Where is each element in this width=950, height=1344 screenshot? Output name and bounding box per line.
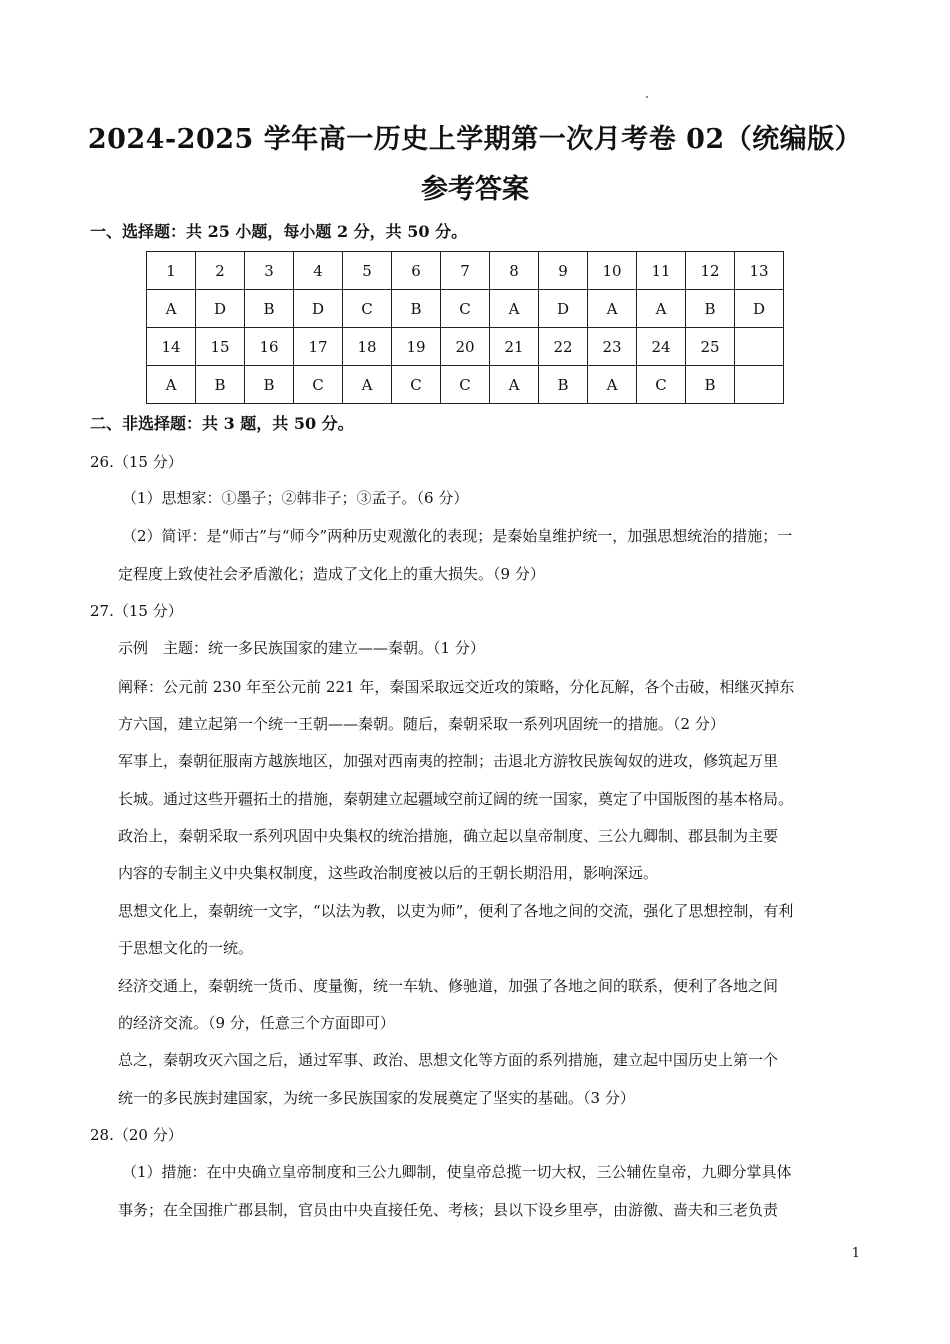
q27-answer-line: 内容的专制主义中央集权制度，这些政治制度被以后的王朝长期沿用，影响深远。: [118, 864, 659, 882]
answer-cell: D: [539, 290, 588, 328]
question-number-cell: 22: [539, 328, 588, 366]
question-number-cell: 21: [490, 328, 539, 366]
q27-answer-line: 示例 主题：统一多民族国家的建立——秦朝。（1 分）: [118, 639, 485, 657]
question-number-row: [147, 252, 784, 290]
q28-answer-line: （1）措施：在中央确立皇帝制度和三公九卿制，使皇帝总揽一切大权，三公辅佐皇帝，九卿分掌具体: [122, 1163, 792, 1181]
answer-cell: D: [735, 290, 784, 328]
q27-answer-line: 总之，秦朝攻灭六国之后，通过军事、政治、思想文化等方面的系列措施，建立起中国历史上第一个: [118, 1051, 779, 1069]
answer-letter-row: [147, 290, 784, 328]
question-27-heading: 27.（15 分）: [90, 602, 183, 620]
answer-cell: B: [196, 366, 245, 404]
page-number: 1: [851, 1246, 860, 1261]
question-number-cell: 24: [637, 328, 686, 366]
answer-cell: C: [294, 366, 343, 404]
document-title: 2024-2025 学年高一历史上学期第一次月考卷 02（统编版）: [87, 124, 863, 155]
question-28-heading: 28.（20 分）: [90, 1126, 183, 1144]
answer-cell: C: [637, 366, 686, 404]
answer-cell: B: [686, 290, 735, 328]
question-number-cell: 7: [441, 252, 490, 290]
answer-cell: A: [490, 366, 539, 404]
section-heading-choice: 一、选择题：共 25 小题，每小题 2 分，共 50 分。: [90, 222, 468, 241]
question-number-cell: [735, 328, 784, 366]
answer-cell: A: [637, 290, 686, 328]
question-number-cell: 5: [343, 252, 392, 290]
answer-cell: D: [196, 290, 245, 328]
answer-cell: B: [245, 366, 294, 404]
question-number-cell: 2: [196, 252, 245, 290]
q27-answer-line: 经济交通上，秦朝统一货币、度量衡，统一车轨、修驰道，加强了各地之间的联系，便利了各地之间: [118, 977, 779, 995]
question-number-cell: 19: [392, 328, 441, 366]
question-number-cell: 4: [294, 252, 343, 290]
question-number-cell: 10: [588, 252, 637, 290]
q27-answer-line: 于思想文化的一统。: [118, 939, 254, 957]
answer-cell: B: [686, 366, 735, 404]
q27-answer-line: 思想文化上，秦朝统一文字，“以法为教，以吏为师”，便利了各地之间的交流，强化了思想控制，有利: [118, 902, 794, 920]
question-number-cell: 3: [245, 252, 294, 290]
document-subtitle: 参考答案: [421, 174, 529, 205]
q26-answer-line: （1）思想家：①墨子；②韩非子；③孟子。（6 分）: [122, 489, 469, 507]
q27-answer-line: 阐释：公元前 230 年至公元前 221 年，秦国采取远交近攻的策略，分化瓦解，各个击破，相继灭掉东: [118, 678, 795, 696]
question-number-cell: 12: [686, 252, 735, 290]
answer-cell: A: [588, 366, 637, 404]
answer-cell: A: [343, 366, 392, 404]
question-number-cell: 25: [686, 328, 735, 366]
question-number-cell: 17: [294, 328, 343, 366]
answer-letter-row: [147, 366, 784, 404]
question-number-cell: 23: [588, 328, 637, 366]
q27-answer-line: 的经济交流。（9 分，任意三个方面即可）: [118, 1014, 395, 1032]
question-26-heading: 26.（15 分）: [90, 453, 183, 471]
answer-cell: A: [588, 290, 637, 328]
answer-cell: A: [147, 290, 196, 328]
q27-answer-line: 统一的多民族封建国家，为统一多民族国家的发展奠定了坚实的基础。（3 分）: [118, 1089, 635, 1107]
section-heading-nonchoice: 二、非选择题：共 3 题，共 50 分。: [90, 414, 354, 433]
answer-table: [146, 251, 784, 404]
question-number-cell: 13: [735, 252, 784, 290]
q27-answer-line: 方六国，建立起第一个统一王朝——秦朝。随后，秦朝采取一系列巩固统一的措施。（2 分）: [118, 715, 725, 733]
question-number-cell: 20: [441, 328, 490, 366]
answer-cell: A: [147, 366, 196, 404]
question-number-cell: 18: [343, 328, 392, 366]
answer-cell: C: [343, 290, 392, 328]
q26-answer-line: 定程度上致使社会矛盾激化；造成了文化上的重大损失。（9 分）: [118, 565, 545, 583]
question-number-cell: 15: [196, 328, 245, 366]
q27-answer-line: 军事上，秦朝征服南方越族地区，加强对西南夷的控制；击退北方游牧民族匈奴的进攻，修筑起万里: [118, 752, 779, 770]
answer-cell: [735, 366, 784, 404]
answer-cell: B: [245, 290, 294, 328]
question-number-cell: 9: [539, 252, 588, 290]
question-number-cell: 1: [147, 252, 196, 290]
question-number-cell: 16: [245, 328, 294, 366]
q26-answer-line: （2）简评：是“师古”与“师今”两种历史观激化的表现；是秦始皇维护统一，加强思想统治的措施；一: [122, 527, 793, 545]
q28-answer-line: 事务；在全国推广郡县制，官员由中央直接任免、考核；县以下设乡里亭，由游徼、啬夫和三老负责: [118, 1201, 779, 1219]
answer-cell: B: [539, 366, 588, 404]
question-number-cell: 8: [490, 252, 539, 290]
question-number-cell: 6: [392, 252, 441, 290]
answer-cell: C: [441, 366, 490, 404]
q27-answer-line: 长城。通过这些开疆拓土的措施，秦朝建立起疆域空前辽阔的统一国家，奠定了中国版图的基本格局。: [118, 790, 794, 808]
question-number-cell: 14: [147, 328, 196, 366]
answer-cell: A: [490, 290, 539, 328]
scan-dot: [646, 96, 648, 98]
answer-cell: C: [392, 366, 441, 404]
answer-cell: D: [294, 290, 343, 328]
answer-cell: C: [441, 290, 490, 328]
answer-cell: B: [392, 290, 441, 328]
question-number-row: [147, 328, 784, 366]
q27-answer-line: 政治上，秦朝采取一系列巩固中央集权的统治措施，确立起以皇帝制度、三公九卿制、郡县制为主要: [118, 827, 779, 845]
question-number-cell: 11: [637, 252, 686, 290]
